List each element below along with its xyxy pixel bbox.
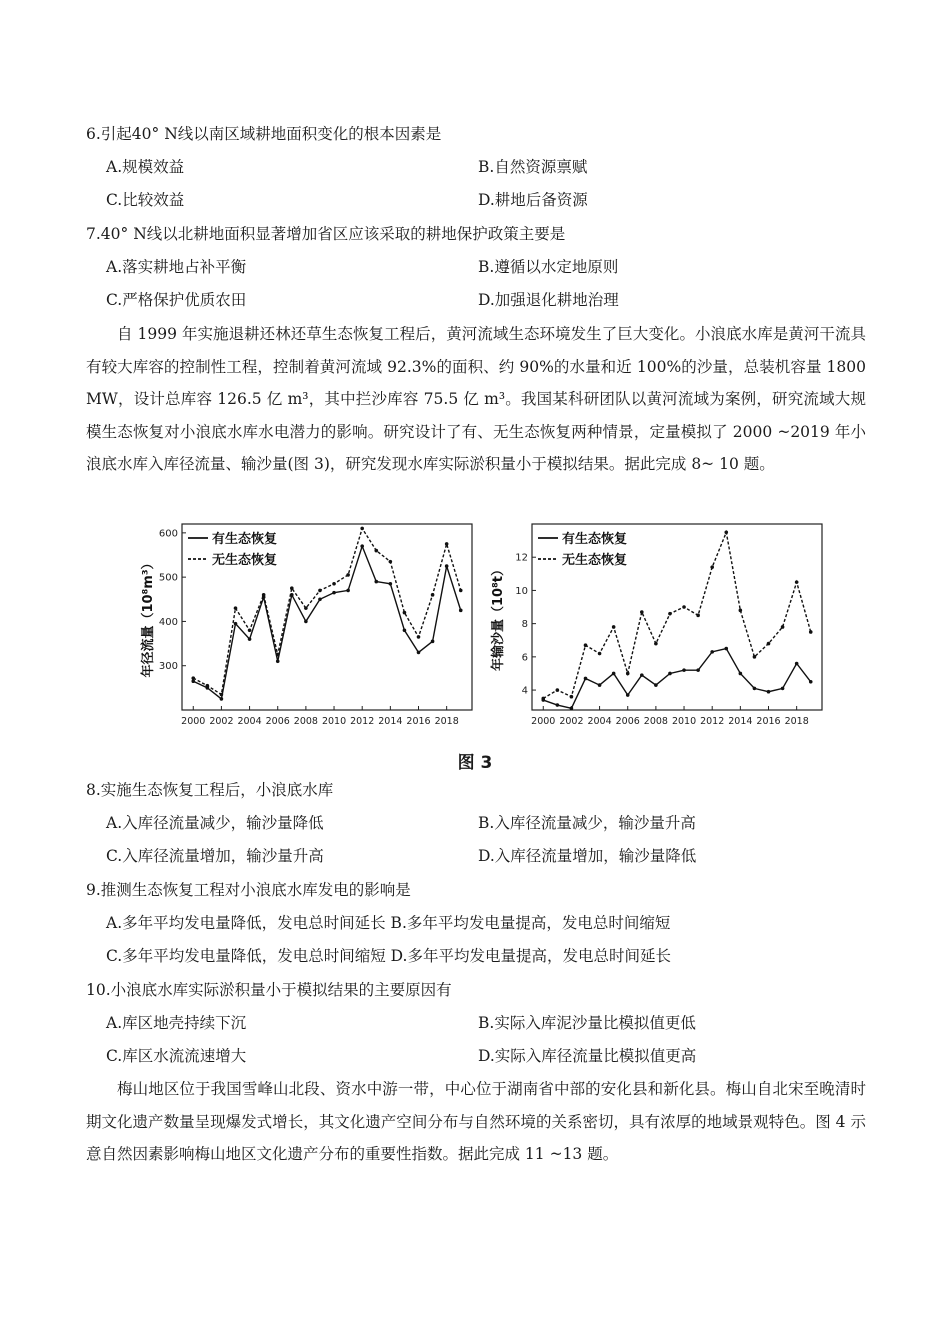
q6-stem: 6.引起40° N线以南区域耕地面积变化的根本因素是 (86, 125, 442, 143)
data-point (332, 591, 336, 595)
x-tick-label: 2012 (350, 716, 375, 727)
data-point (570, 707, 574, 711)
q10-option-d: D.实际入库径流量比模拟值更高 (478, 1047, 697, 1065)
q8-option-c: C.入库径流量增加，输沙量升高 (106, 847, 324, 865)
data-point (262, 593, 266, 597)
x-tick-label: 2008 (643, 716, 668, 727)
q6-option-d: D.耕地后备资源 (478, 191, 588, 209)
data-point (206, 684, 210, 688)
data-point (584, 643, 588, 647)
data-point (541, 697, 545, 701)
x-tick-label: 2004 (237, 716, 262, 727)
series-line-with-restoration (543, 649, 810, 709)
x-tick-label: 2006 (615, 716, 640, 727)
data-point (696, 668, 700, 672)
q10-stem: 10.小浪底水库实际淤积量小于模拟结果的主要原因有 (86, 981, 452, 999)
data-point (710, 565, 714, 569)
y-tick-label: 400 (158, 616, 178, 628)
data-point (360, 544, 364, 548)
data-point (346, 573, 350, 577)
q8-option-d: D.入库径流量增加，输沙量降低 (478, 847, 697, 865)
y-axis-label: 年输沙量（10⁸t） (491, 563, 506, 671)
data-point (682, 605, 686, 609)
q7-option-b: B.遵循以水定地原则 (478, 258, 619, 276)
y-tick-label: 600 (158, 528, 178, 540)
x-tick-label: 2008 (293, 716, 318, 727)
q10-option-b: B.实际入库泥沙量比模拟值更低 (478, 1014, 696, 1032)
data-point (304, 620, 308, 624)
passage-meishan: 梅山地区位于我国雪峰山北段、资水中游一带，中心位于湖南省中部的安化县和新化县。梅山自北宋至晚清时期文化遗产数量呈现爆发式增长，其文化遗产空间分布与自然环境的关系密切，具有浓厚的地域景观特色。图 4 示意自然因素影响梅山地区文化遗产分布的重要性指数。据此完成 11 ~13 题。 (86, 1080, 866, 1163)
y-axis-label: 年径流量（10⁸m³） (141, 556, 156, 678)
data-point (220, 693, 224, 697)
legend-label: 有生态恢复 (212, 532, 278, 547)
data-point (431, 593, 435, 597)
chart-sediment (490, 520, 825, 740)
data-point (234, 622, 238, 626)
legend-label: 有生态恢复 (562, 532, 628, 547)
q8-stem: 8.实施生态恢复工程后，小浪底水库 (86, 781, 334, 799)
data-point (318, 597, 322, 601)
data-point (191, 679, 195, 683)
data-point (612, 625, 616, 629)
data-point (445, 542, 449, 546)
data-point (459, 589, 463, 593)
q7-option-a: A.落实耕地占补平衡 (106, 258, 247, 276)
q9-options-row2: C.多年平均发电量降低，发电总时间缩短 D.多年平均发电量提高，发电总时间延长 (106, 947, 671, 965)
q6-option-b: B.自然资源禀赋 (478, 158, 588, 176)
data-point (431, 640, 435, 644)
data-point (682, 668, 686, 672)
plot-frame (182, 524, 472, 710)
data-point (710, 650, 714, 654)
data-point (668, 612, 672, 616)
data-point (389, 582, 393, 586)
y-tick-label: 10 (515, 585, 528, 597)
x-tick-label: 2014 (378, 716, 403, 727)
x-tick-label: 2000 (531, 716, 556, 727)
y-tick-label: 8 (521, 619, 528, 631)
data-point (654, 642, 658, 646)
data-point (809, 630, 813, 634)
q6-option-a: A.规模效益 (106, 158, 185, 176)
data-point (795, 662, 799, 666)
x-tick-label: 2000 (181, 716, 206, 727)
data-point (459, 609, 463, 613)
data-point (445, 564, 449, 568)
x-tick-label: 2010 (671, 716, 697, 727)
data-point (403, 628, 407, 632)
passage-yellow-river: 自 1999 年实施退耕还林还草生态恢复工程后，黄河流域生态环境发生了巨大变化。小浪底水库是黄河干流具有较大库容的控制性工程，控制着黄河流域 92.3%的面积、约 90%的水量和近 100%的沙量，总装机容量 1800 MW，设计总库容 126.5 亿 m³，其中拦沙库容 75.5 亿 m³。我国某科研团队以黄河流域为案例，研究流域大规模生态恢复对小浪底水库水电潜力的影响。研究设计了有、无生态恢复两种情景，定量模拟了 2000 ~2019 年小浪底水库入库径流量、输沙量(图 3)，研究发现水库实际淤积量小于模拟结果。据此完成 8~ 10 题。 (86, 325, 866, 473)
data-point (248, 637, 252, 641)
data-point (753, 655, 757, 659)
x-tick-label: 2018 (434, 716, 459, 727)
data-point (570, 695, 574, 699)
data-point (767, 690, 771, 694)
data-point (403, 611, 407, 615)
q7-option-c: C.严格保护优质农田 (106, 291, 247, 309)
data-point (389, 560, 393, 564)
q10-option-c: C.库区水流流速增大 (106, 1047, 247, 1065)
data-point (781, 625, 785, 629)
q10-option-a: A.库区地壳持续下沉 (106, 1014, 247, 1032)
legend-label: 无生态恢复 (562, 553, 628, 568)
data-point (234, 606, 238, 610)
data-point (626, 672, 630, 676)
data-point (809, 680, 813, 684)
q9-options-row1: A.多年平均发电量降低，发电总时间延长 B.多年平均发电量提高，发电总时间缩短 (106, 914, 671, 932)
q8-option-b: B.入库径流量减少，输沙量升高 (478, 814, 696, 832)
x-tick-label: 2004 (587, 716, 612, 727)
x-tick-label: 2002 (209, 716, 234, 727)
data-point (724, 647, 728, 651)
data-point (753, 687, 757, 691)
data-point (374, 549, 378, 553)
data-point (739, 609, 743, 613)
data-point (795, 580, 799, 584)
data-point (626, 693, 630, 697)
data-point (556, 703, 560, 707)
x-tick-label: 2010 (321, 716, 347, 727)
data-point (332, 582, 336, 586)
x-tick-label: 2012 (700, 716, 725, 727)
data-point (417, 635, 421, 639)
data-point (654, 683, 658, 687)
data-point (220, 697, 224, 701)
q6-option-c: C.比较效益 (106, 191, 185, 209)
data-point (781, 687, 785, 691)
data-point (276, 659, 280, 663)
data-point (374, 580, 378, 584)
legend-label: 无生态恢复 (212, 553, 278, 568)
q8-option-a: A.入库径流量减少，输沙量降低 (106, 814, 324, 832)
data-point (360, 527, 364, 531)
data-point (584, 677, 588, 681)
q9-stem: 9.推测生态恢复工程对小浪底水库发电的影响是 (86, 881, 411, 899)
y-tick-label: 500 (158, 572, 178, 584)
data-point (598, 683, 602, 687)
data-point (598, 652, 602, 656)
x-tick-label: 2002 (559, 716, 584, 727)
x-tick-label: 2016 (406, 716, 431, 727)
data-point (556, 688, 560, 692)
data-point (668, 672, 672, 676)
q7-option-d: D.加强退化耕地治理 (478, 291, 619, 309)
data-point (248, 628, 252, 632)
data-point (696, 614, 700, 618)
data-point (612, 672, 616, 676)
data-point (640, 610, 644, 614)
data-point (724, 531, 728, 535)
data-point (739, 672, 743, 676)
data-point (346, 589, 350, 593)
data-point (290, 586, 294, 590)
x-tick-label: 2006 (265, 716, 290, 727)
data-point (276, 653, 280, 657)
q7-stem: 7.40° N线以北耕地面积显著增加省区应该采取的耕地保护政策主要是 (86, 225, 566, 243)
data-point (304, 606, 308, 610)
x-tick-label: 2018 (784, 716, 809, 727)
data-point (640, 673, 644, 677)
data-point (767, 642, 771, 646)
y-tick-label: 300 (158, 661, 178, 673)
y-tick-label: 6 (521, 652, 528, 664)
x-tick-label: 2014 (728, 716, 753, 727)
data-point (191, 676, 195, 680)
data-point (417, 651, 421, 655)
y-tick-label: 4 (521, 685, 528, 697)
chart-runoff (140, 520, 475, 740)
data-point (318, 589, 322, 593)
y-tick-label: 12 (515, 552, 528, 564)
figure-caption: 图 3 (457, 753, 493, 773)
x-tick-label: 2016 (756, 716, 781, 727)
